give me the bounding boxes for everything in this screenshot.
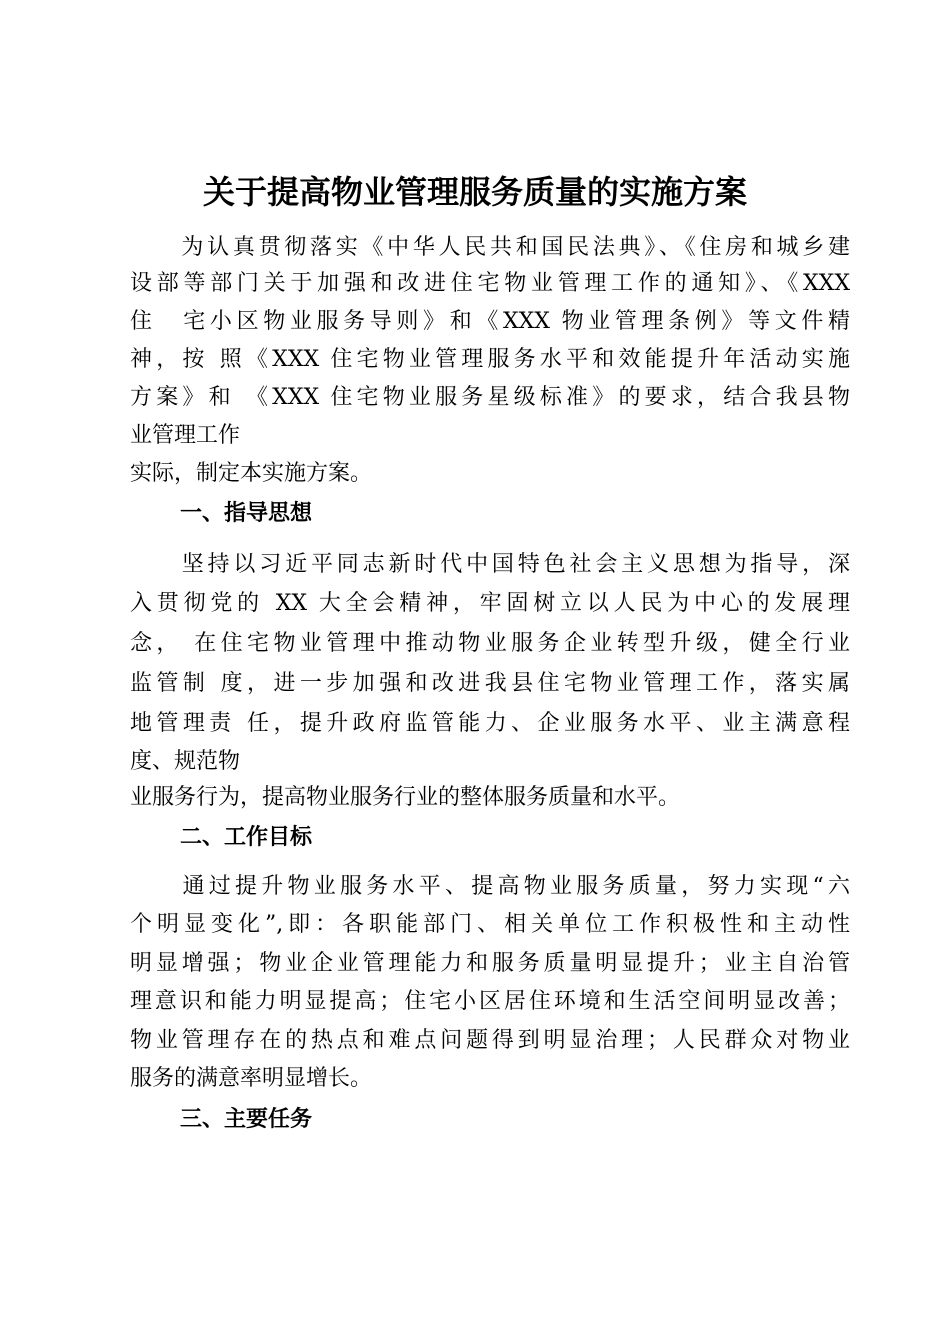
- section2-line-4: 理意识和能力明显提高；住宅小区居住环境和生活空间明显改善；: [130, 989, 850, 1014]
- section1-line-5: 地管理责 任，提升政府监管能力、企业服务水平、业主满意程: [130, 711, 850, 736]
- section2-line-3: 明显增强；物业企业管理能力和服务质量明显提升；业主自治管: [130, 951, 850, 976]
- intro-line-4: 神，按 照《XXX 住宅物业管理服务水平和效能提升年活动实施: [130, 347, 850, 372]
- section1-line-7: 业服务行为，提高物业服务行业的整体服务质量和水平。: [130, 785, 681, 810]
- section2-line-2: 个明显变化”,即：各职能部门、相关单位工作积极性和主动性: [130, 912, 850, 937]
- section1-line-2: 入贯彻党的 XX 大全会精神，牢固树立以人民为中心的发展理: [130, 591, 850, 616]
- section-heading-work-goals: 二、工作目标: [180, 825, 313, 850]
- section1-line-1: 坚持以习近平同志新时代中国特色社会主义思想为指导，深: [130, 552, 850, 577]
- intro-line-5: 方案》和 《XXX 住宅物业服务星级标准》的要求，结合我县物: [130, 385, 850, 410]
- section-heading-guiding-ideology: 一、指导思想: [180, 501, 313, 526]
- intro-line-2: 设部等部门关于加强和改进住宅物业管理工作的通知》、《XXX: [130, 271, 850, 296]
- intro-line-6: 业管理工作: [130, 423, 241, 448]
- section1-line-6: 度、规范物: [130, 749, 241, 774]
- section1-line-3: 念， 在住宅物业管理中推动物业服务企业转型升级，健全行业: [130, 631, 850, 656]
- section1-line-4: 监管制 度，进一步加强和改进我县住宅物业管理工作，落实属: [130, 671, 850, 696]
- section2-line-5: 物业管理存在的热点和难点问题得到明显治理；人民群众对物业: [130, 1028, 850, 1053]
- intro-line-1: 为认真贯彻落实《中华人民共和国民法典》、《住房和城乡建: [130, 235, 850, 260]
- intro-line-3: 住 宅小区物业服务导则》和《XXX 物业管理条例》等文件精: [130, 309, 850, 334]
- intro-line-7: 实际，制定本实施方案。: [130, 461, 373, 486]
- document-title: 关于提高物业管理服务质量的实施方案: [202, 173, 747, 211]
- section-heading-main-tasks: 三、主要任务: [180, 1107, 313, 1132]
- section2-line-1: 通过提升物业服务水平、提高物业服务质量，努力实现“六: [130, 874, 850, 899]
- section2-line-6: 服务的满意率明显增长。: [130, 1066, 373, 1091]
